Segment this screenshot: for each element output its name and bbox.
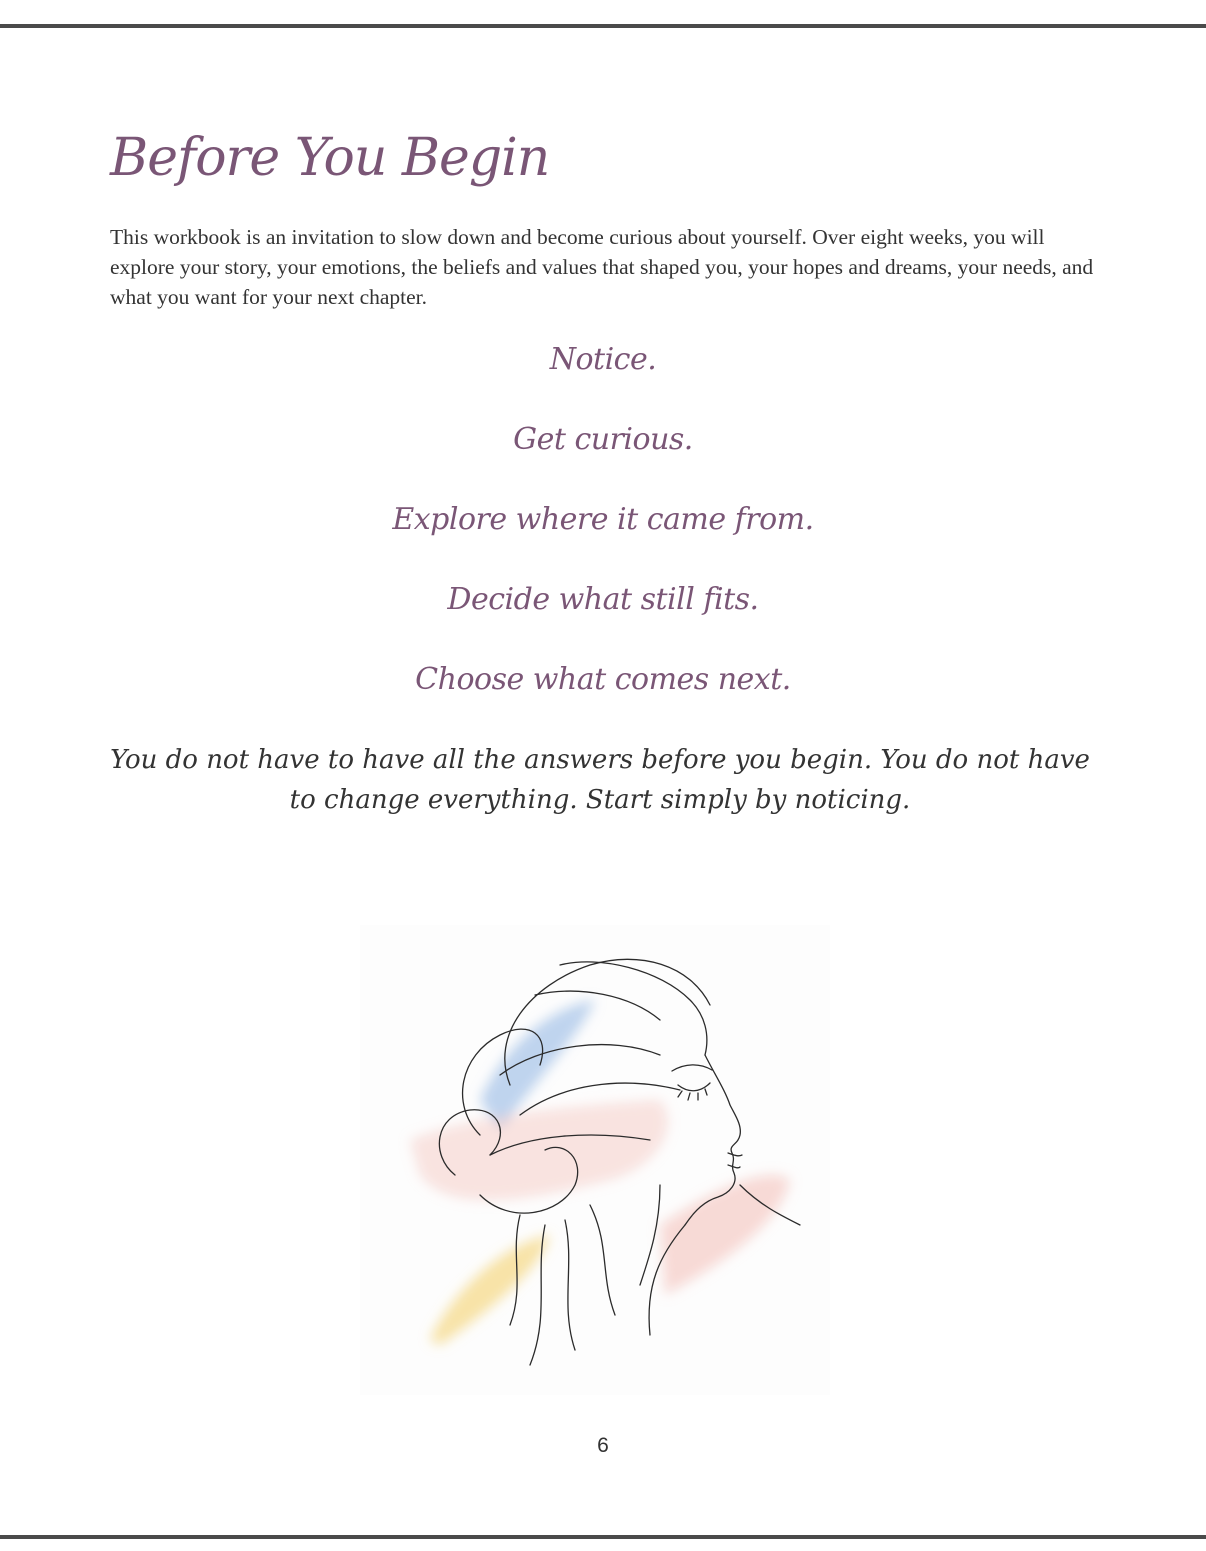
bottom-rule <box>0 1535 1206 1539</box>
woman-profile-illustration <box>360 925 830 1395</box>
intro-paragraph: This workbook is an invitation to slow down and become curious about yourself. Over eight weeks, you will explore your story, your emotions, the beliefs and values that shaped you, your hopes and dreams, your needs, and what you want for your next chapter. <box>110 225 1094 309</box>
top-rule <box>0 24 1206 28</box>
step-notice: Notice. <box>549 342 657 377</box>
watercolor-accents <box>410 1000 790 1345</box>
closing-quote: You do not have to have all the answers before you begin. You do not have to change everything. Start simply by noticing. <box>110 745 1090 815</box>
page-number: 6 <box>597 1434 609 1457</box>
line-drawing-woman-profile-icon <box>360 925 830 1395</box>
step-explore: Explore where it came from. <box>392 502 814 537</box>
step-choose: Choose what comes next. <box>415 662 791 697</box>
steps-list <box>0 336 1206 736</box>
page-title: Before You Begin <box>110 128 550 188</box>
step-get-curious: Get curious. <box>513 422 693 457</box>
step-decide: Decide what still fits. <box>447 582 759 617</box>
